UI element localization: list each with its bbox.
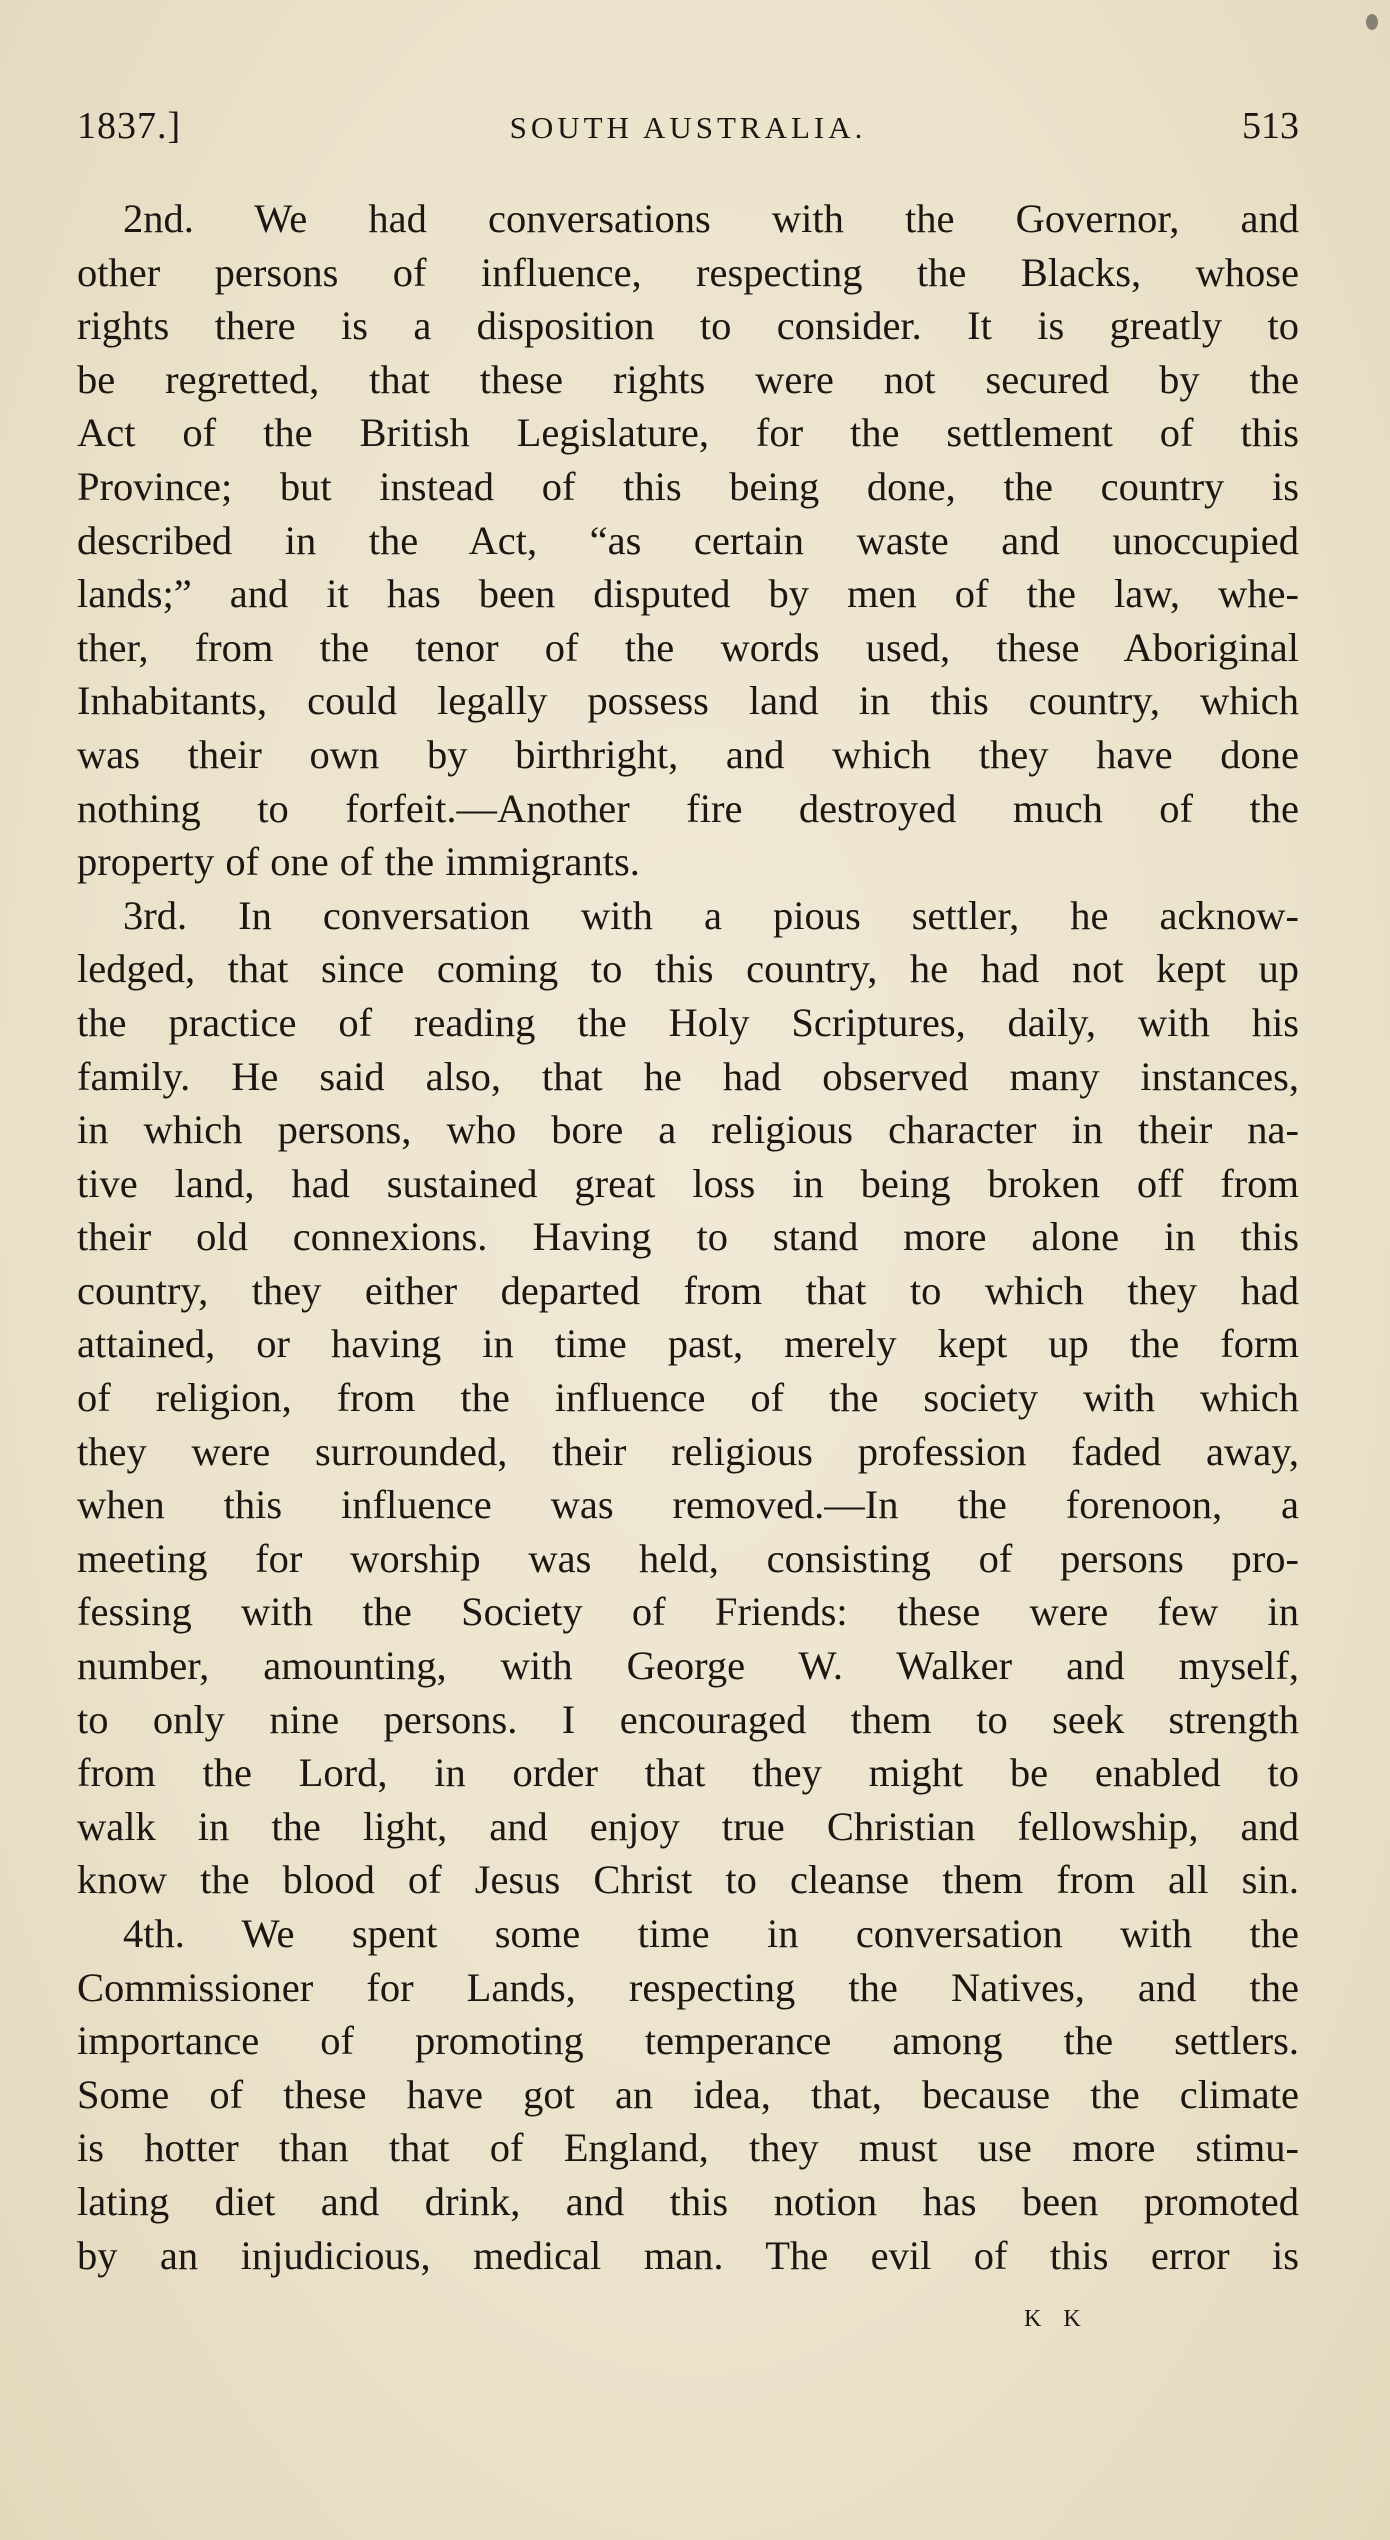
text-line: number, amounting, with George W. Walker and myself, bbox=[77, 1643, 1299, 1689]
text-line: rights there is a disposition to consider. It is greatly to bbox=[77, 303, 1299, 349]
text-line: meeting for worship was held, consisting of persons pro- bbox=[77, 1535, 1299, 1581]
text-line: property of one of the immigrants. bbox=[77, 839, 640, 885]
running-head-title: SOUTH AUSTRALIA. bbox=[509, 110, 867, 145]
text-line: Act of the British Legislature, for the settlement of this bbox=[77, 410, 1299, 456]
body-text bbox=[77, 192, 1299, 2282]
text-line: described in the Act, “as certain waste and unoccupied bbox=[77, 517, 1299, 563]
text-line: 3rd. In conversation with a pious settler, he acknow- bbox=[123, 892, 1299, 938]
text-line: be regretted, that these rights were not secured by the bbox=[77, 356, 1299, 402]
running-head bbox=[77, 104, 1299, 154]
text-line: ther, from the tenor of the words used, these Aboriginal bbox=[77, 624, 1299, 670]
text-line: Inhabitants, could legally possess land in this country, which bbox=[77, 678, 1299, 724]
text-line: Province; but instead of this being done, the country is bbox=[77, 463, 1299, 509]
text-line: family. He said also, that he had observed many instances, bbox=[77, 1053, 1299, 1099]
text-line: other persons of influence, respecting the Blacks, whose bbox=[77, 249, 1299, 295]
text-line: in which persons, who bore a religious character in their na- bbox=[77, 1107, 1299, 1153]
catchword: K K bbox=[1024, 2306, 1089, 2332]
text-line: 4th. We spent some time in conversation with the bbox=[123, 1911, 1299, 1956]
text-line: 2nd. We had conversations with the Governor, and bbox=[123, 196, 1299, 241]
text-line: lands;” and it has been disputed by men of the law, whe- bbox=[77, 571, 1299, 617]
text-line: tive land, had sustained great loss in being broken off from bbox=[77, 1160, 1299, 1206]
page-number: 513 bbox=[1242, 105, 1299, 147]
text-line: lating diet and drink, and this notion has been promoted bbox=[77, 2178, 1299, 2224]
text-line: when this influence was removed.—In the forenoon, a bbox=[77, 1482, 1299, 1528]
text-line: is hotter than that of England, they must use more stimu- bbox=[77, 2125, 1299, 2171]
running-head-year: 1837.] bbox=[77, 105, 182, 147]
text-line: from the Lord, in order that they might be enabled to bbox=[77, 1750, 1299, 1796]
text-line: nothing to forfeit.—Another fire destroyed much of the bbox=[77, 785, 1299, 831]
text-line: ledged, that since coming to this country, he had not kept up bbox=[77, 946, 1299, 992]
text-line: the practice of reading the Holy Scriptures, daily, with his bbox=[77, 999, 1299, 1045]
text-line: to only nine persons. I encouraged them to seek strength bbox=[77, 1696, 1299, 1742]
text-line: importance of promoting temperance among the settlers. bbox=[77, 2018, 1299, 2064]
text-line: of religion, from the influence of the society with which bbox=[77, 1375, 1299, 1421]
text-line: Some of these have got an idea, that, because the climate bbox=[77, 2071, 1299, 2117]
text-line: was their own by birthright, and which they have done bbox=[77, 731, 1299, 777]
text-line: by an injudicious, medical man. The evil of this error is bbox=[77, 2232, 1299, 2278]
text-line: country, they either departed from that to which they had bbox=[77, 1267, 1299, 1313]
text-line: their old connexions. Having to stand more alone in this bbox=[77, 1214, 1299, 1260]
text-line: fessing with the Society of Friends: these were few in bbox=[77, 1589, 1299, 1635]
text-line: attained, or having in time past, merely kept up the form bbox=[77, 1321, 1299, 1367]
text-line: know the blood of Jesus Christ to cleanse them from all sin. bbox=[77, 1857, 1299, 1903]
text-line: Commissioner for Lands, respecting the Natives, and the bbox=[77, 1964, 1299, 2010]
ink-spot bbox=[1366, 14, 1378, 30]
text-line: walk in the light, and enjoy true Christian fellowship, and bbox=[77, 1803, 1299, 1849]
text-line: they were surrounded, their religious profession faded away, bbox=[77, 1428, 1299, 1474]
